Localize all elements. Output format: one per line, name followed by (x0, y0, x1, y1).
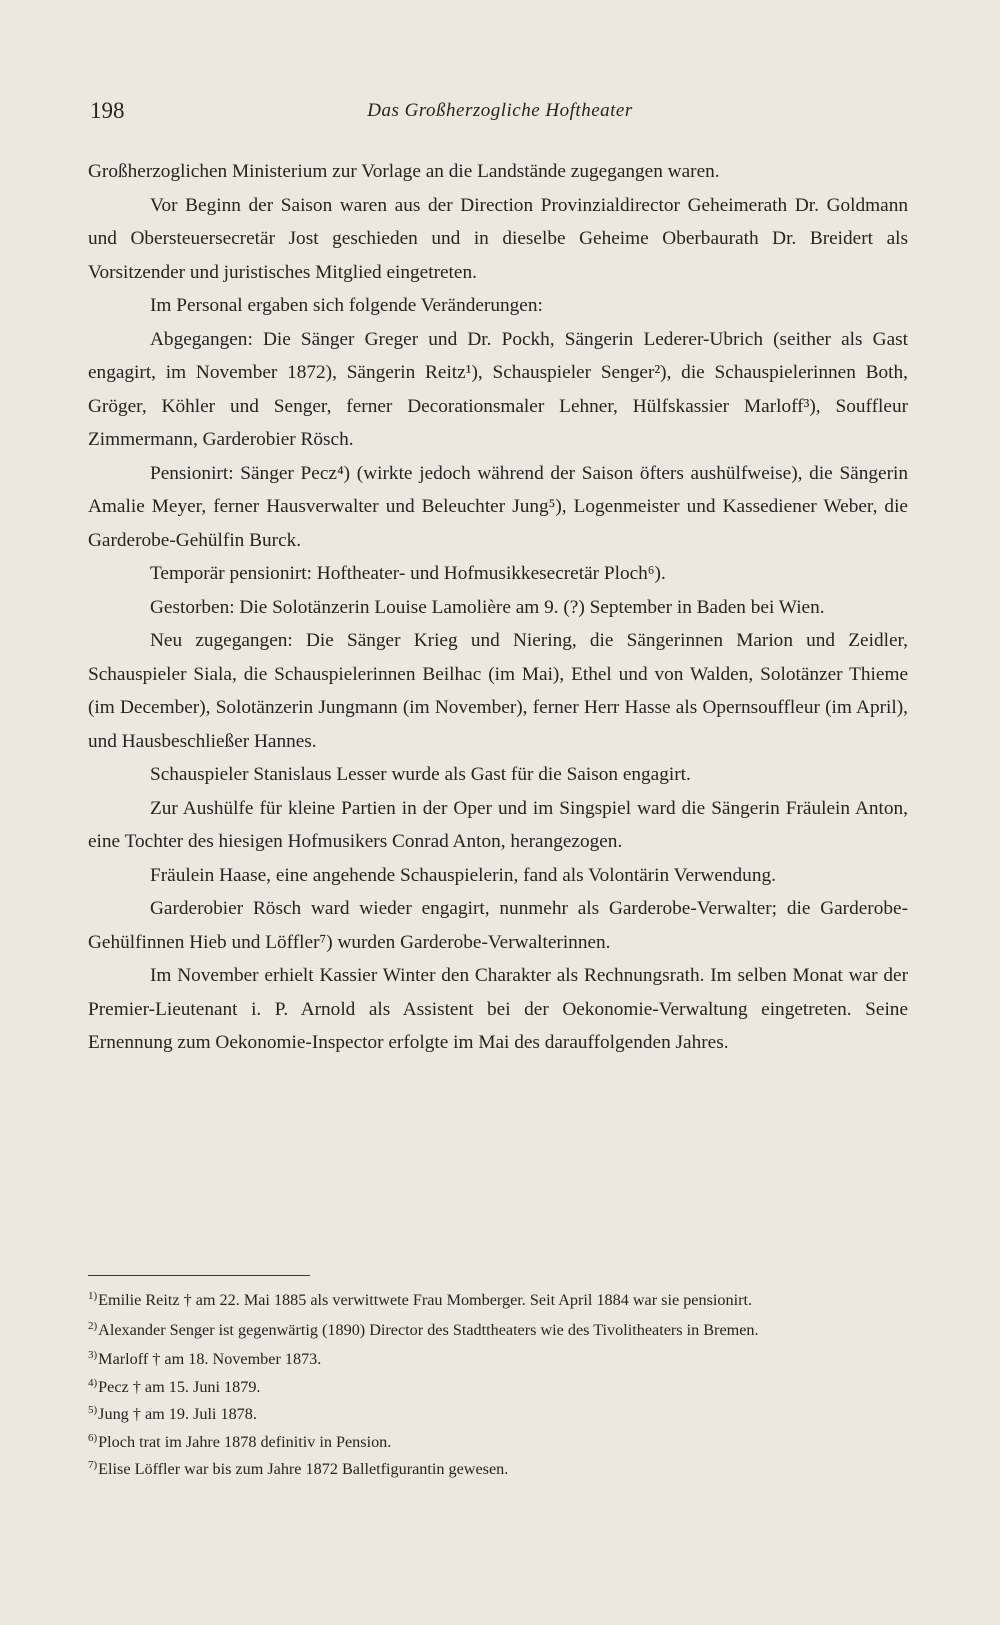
paragraph: Gestorben: Die Solotänzerin Louise Lamolière am 9. (?) September in Baden bei Wien. (150, 596, 825, 618)
paragraph: Vor Beginn der Saison waren aus der Direction Provinzialdirector Geheimerath Dr. Goldmann und Obersteuersecretär Jost geschieden und in dieselbe Geheime Oberbaurath Dr. Breidert als Vorsitzender und juristisches Mitglied eingetreten. (88, 194, 908, 283)
footnote-text: Alexander Senger ist gegenwärtig (1890) Director des Stadttheaters wie des Tivolitheaters in Bremen. (98, 1320, 759, 1339)
paragraph: Zur Aushülfe für kleine Partien in der Oper und im Singspiel ward die Sängerin Fräulein Anton, eine Tochter des hiesigen Hofmusikers Conrad Anton, herangezogen. (88, 797, 908, 852)
footnote-mark: 6) (88, 1431, 98, 1444)
footnote-mark: 7) (88, 1459, 98, 1471)
footnote-mark: 1) (88, 1290, 98, 1302)
footnote-divider (88, 1275, 310, 1276)
footnote (88, 1316, 910, 1342)
paragraph: Großherzoglichen Ministerium zur Vorlage an die Landstände zugegangen waren. (88, 161, 720, 182)
paragraph: Im November erhielt Kassier Winter den Charakter als Rechnungsrath. Im selben Monat war der Premier-Lieutenant i. P. Arnold als Assistent bei der Oekonomie-Verwaltung eingetreten. Seine Ernennung zum Oekonomie-Inspector erfolgte im Mai des darauffolgenden Jahres. (88, 965, 908, 1053)
footnote (88, 1428, 910, 1454)
footnote-text: Pecz † am 15. Juni 1879. (98, 1377, 261, 1396)
paragraph: Schauspieler Stanislaus Lesser wurde als Gast für die Saison engagirt. (150, 764, 691, 785)
footnote-mark: 3) (88, 1349, 98, 1361)
footnote-text: Ploch trat im Jahre 1878 definitiv in Pension. (98, 1432, 392, 1451)
footnote (88, 1286, 910, 1312)
footnotes (88, 1286, 910, 1483)
footnote-text: Jung † am 19. Juli 1878. (98, 1405, 257, 1423)
paragraph: Im Personal ergaben sich folgende Veränderungen: (150, 295, 543, 316)
paragraph: Fräulein Haase, eine angehende Schauspielerin, fand als Volontärin Verwendung. (150, 864, 776, 886)
footnote (88, 1373, 910, 1399)
footnote (88, 1400, 910, 1426)
paragraph: Neu zugegangen: Die Sänger Krieg und Niering, die Sängerinnen Marion und Zeidler, Schauspieler Siala, die Schauspielerinnen Beilhac (im Mai), Ethel und von Walden, Solotänzer Thieme (im December), Solotänzerin Jungmann (im November), ferner Herr Hasse als Opernsouffleur (im April), und Hausbeschließer Hannes. (88, 630, 908, 752)
main-text (88, 155, 908, 1060)
footnote-text: Elise Löffler war bis zum Jahre 1872 Balletfigurantin gewesen. (98, 1460, 509, 1478)
footnote-mark: 2) (88, 1319, 98, 1332)
footnote-mark: 5) (88, 1404, 98, 1416)
footnote (88, 1345, 910, 1371)
footnote-text: Emilie Reitz † am 22. Mai 1885 als verwittwete Frau Momberger. Seit April 1884 war sie pensionirt. (98, 1291, 753, 1309)
paragraph: Abgegangen: Die Sänger Greger und Dr. Pockh, Sängerin Lederer-Ubrich (seither als Gast engagirt, im November 1872), Sängerin Reitz¹), Schauspieler Senger²), die Schauspielerinnen Both, Gröger, Köhler und Senger, ferner Decorationsmaler Lehner, Hülfskassier Marloff³), Souffleur Zimmermann, Garderobier Rösch. (88, 328, 908, 450)
footnote-mark: 4) (88, 1376, 98, 1389)
paragraph: Garderobier Rösch ward wieder engagirt, nunmehr als Garderobe-Verwalter; die Garderobe-Gehülfinnen Hieb und Löffler⁷) wurden Garderobe-Verwalterinnen. (88, 898, 908, 953)
footnote (88, 1455, 910, 1481)
page-header (90, 98, 910, 128)
paragraph: Pensionirt: Sänger Pecz⁴) (wirkte jedoch während der Saison öfters aushülfweise), die Sängerin Amalie Meyer, ferner Hausverwalter und Beleuchter Jung⁵), Logenmeister und Kassediener Weber, die Garderobe-Gehülfin Burck. (88, 462, 908, 551)
page-number: 198 (90, 98, 125, 123)
paragraph: Temporär pensionirt: Hoftheater- und Hofmusikkesecretär Ploch⁶). (150, 563, 666, 584)
footnote-text: Marloff † am 18. November 1873. (98, 1350, 322, 1368)
running-title: Das Großherzogliche Hoftheater (367, 100, 633, 121)
